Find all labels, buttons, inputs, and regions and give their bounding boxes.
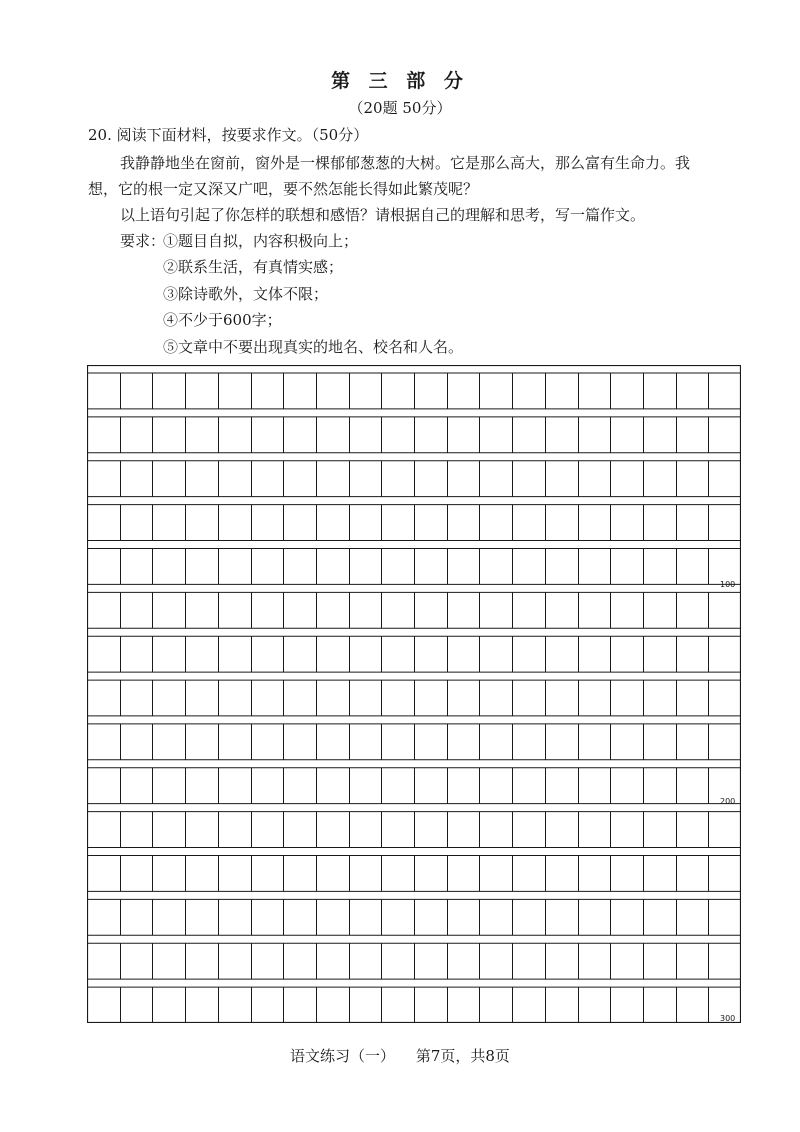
essay-writing-grid[interactable] bbox=[87, 365, 741, 1023]
word-count-marker-100: 100 bbox=[720, 580, 736, 589]
part-title: 第 三 部 分 bbox=[331, 70, 469, 92]
part-subtitle: （20题 50分） bbox=[348, 99, 452, 117]
page-footer bbox=[0, 1045, 800, 1066]
writing-prompt: 以上语句引起了你怎样的联想和感悟？请根据自己的理解和思考，写一篇作文。 bbox=[120, 206, 646, 224]
requirements-label: 要求： bbox=[120, 232, 166, 250]
footer-page-number: 第7页，共8页 bbox=[415, 1047, 510, 1065]
requirement-item: ③除诗歌外，文体不限； bbox=[163, 285, 329, 303]
requirement-item: ⑤文章中不要出现真实的地名、校名和人名。 bbox=[163, 338, 464, 356]
material-text-line-2: 想，它的根一定又深又广吧，要不然怎能长得如此繁茂呢？ bbox=[88, 180, 479, 198]
material-text-line-1: 我静静地坐在窗前，窗外是一棵郁郁葱葱的大树。它是那么高大，那么富有生命力。我 bbox=[120, 154, 691, 172]
question-header: 20. 阅读下面材料，按要求作文。（50分） bbox=[88, 126, 369, 144]
requirement-item: ①题目自拟，内容积极向上； bbox=[163, 232, 359, 250]
footer-subject: 语文练习（一） bbox=[290, 1047, 396, 1065]
word-count-marker-300: 300 bbox=[720, 1014, 736, 1023]
requirement-item: ②联系生活，有真情实感； bbox=[163, 258, 344, 276]
requirement-item: ④不少于600字； bbox=[163, 311, 282, 329]
word-count-marker-200: 200 bbox=[720, 797, 736, 806]
